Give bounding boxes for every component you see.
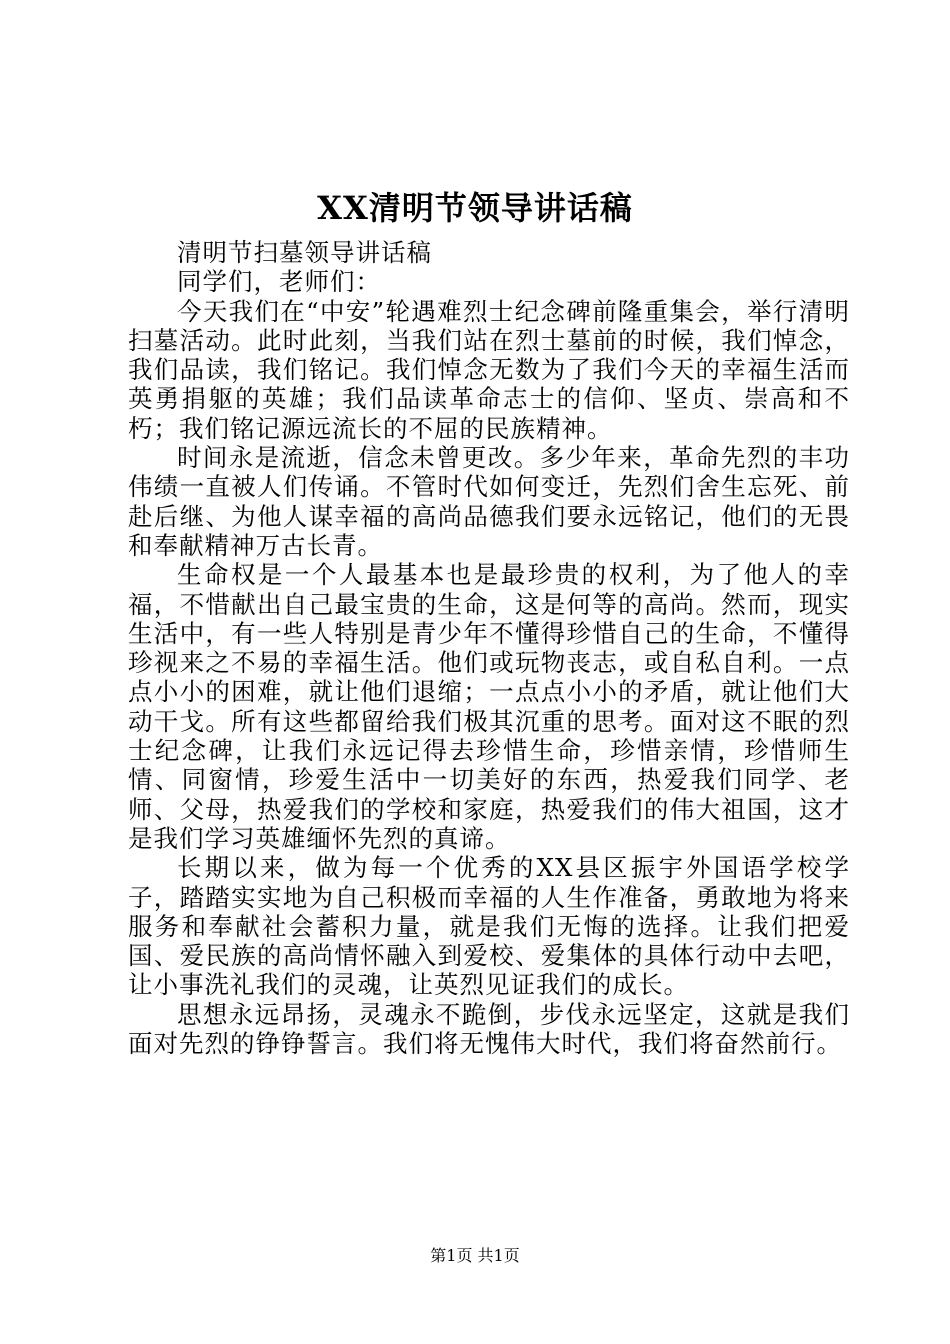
paragraph-greeting: 同学们，老师们：: [177, 267, 381, 297]
page-footer: 第1页 共1页: [430, 1246, 520, 1265]
paragraph-4: 长期以来，做为每一个优秀的XX县区振宇外国语学校学子，踏踏实实地为自己积极而幸福的人生作准备，勇敢地为将来服务和奉献社会蓄积力量，就是我们无悔的选择。让我们把爱国、爱民族的高尚情怀融入到爱校、爱集体的具体行动中去吧，让小事洗礼我们的灵魂，让英烈见证我们的成长。: [128, 853, 850, 1000]
paragraph-1: 今天我们在“中安”轮遇难烈士纪念碑前隆重集会，举行清明扫墓活动。此时此刻，当我们站在烈士墓前的时候，我们悼念，我们品读，我们铭记。我们悼念无数为了我们今天的幸福生活而英勇捐躯的英雄；我们品读革命志士的信仰、坚贞、崇高和不朽；我们铭记源远流长的不屈的民族精神。: [128, 296, 850, 443]
document-body: [128, 238, 850, 1058]
paragraph-subtitle: 清明节扫墓领导讲话稿: [177, 238, 432, 267]
paragraph-2: 时间永是流逝，信念未曾更改。多少年来，革命先烈的丰功伟绩一直被人们传诵。不管时代如何变迁，先烈们舍生忘死、前赴后继、为他人谋幸福的高尚品德我们要永远铭记，他们的无畏和奉献精神万古长青。: [128, 443, 850, 560]
paragraph-3: 生命权是一个人最基本也是最珍贵的权利，为了他人的幸福，不惜献出自己最宝贵的生命，这是何等的高尚。然而，现实生活中，有一些人特别是青少年不懂得珍惜自己的生命，不懂得珍视来之不易的幸福生活。他们或玩物丧志，或自私自利。一点点小小的困难，就让他们退缩；一点点小小的矛盾，就让他们大动干戈。所有这些都留给我们极其沉重的思考。面对这不眠的烈士纪念碑，让我们永远记得去珍惜生命，珍惜亲情，珍惜师生情、同窗情，珍爱生活中一切美好的东西，热爱我们同学、老师、父母，热爱我们的学校和家庭，热爱我们的伟大祖国，这才是我们学习英雄缅怀先烈的真谛。: [128, 560, 850, 853]
paragraph-5: 思想永远昂扬，灵魂永不跪倒，步伐永远坚定，这就是我们面对先烈的铮铮誓言。我们将无愧伟大时代，我们将奋然前行。: [128, 999, 850, 1059]
document-title: XX清明节领导讲话稿: [317, 189, 633, 227]
